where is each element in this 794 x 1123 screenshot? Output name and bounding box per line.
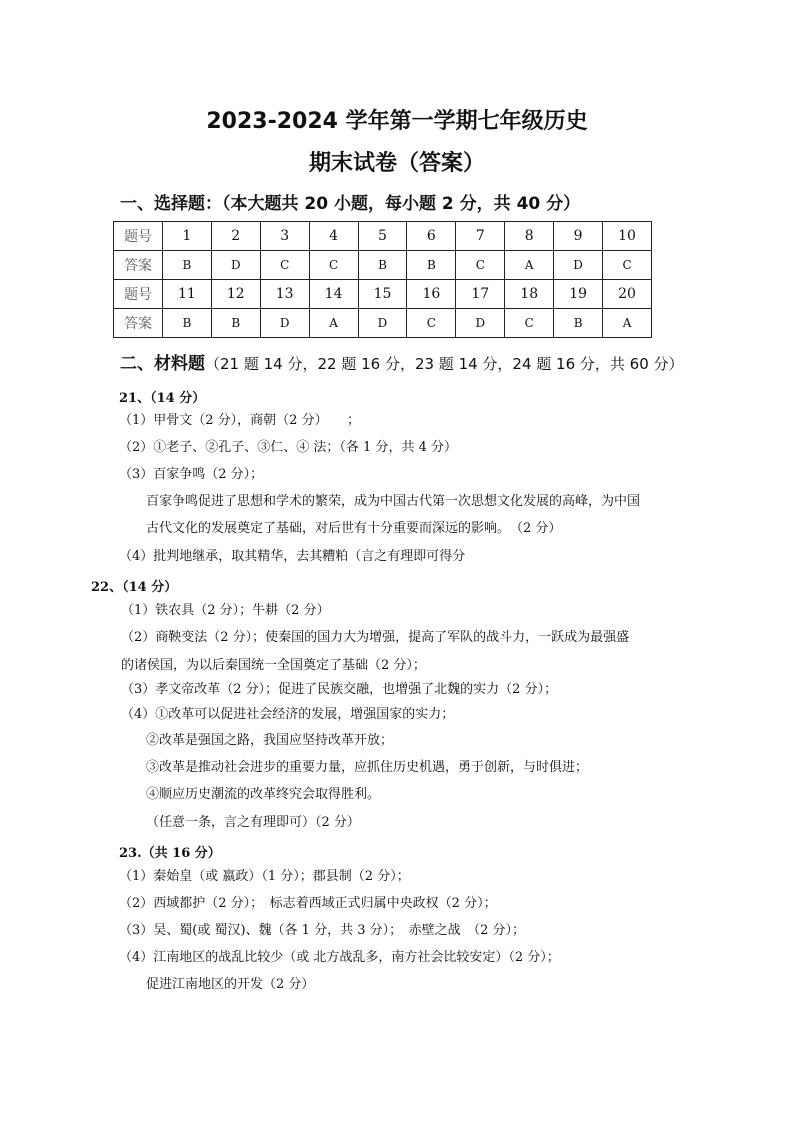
question-number: 17: [456, 280, 505, 309]
page-subtitle: 期末试卷（答案）: [308, 151, 485, 176]
question-number: 8: [505, 222, 554, 251]
answer-table: [113, 221, 652, 338]
answer-cell: B: [358, 251, 407, 280]
q21-line: （1）甲骨文（2 分），商朝（2 分） ；: [119, 413, 361, 428]
section2-note: （21 题 14 分，22 题 16 分，23 题 14 分，24 题 16 分，共 60 分）: [205, 355, 684, 373]
q22-line: （3）孝文帝改革（2 分）；促进了民族交融，也增强了北魏的实力（2 分）；: [121, 682, 558, 697]
question-number: 14: [309, 280, 358, 309]
q21-line: 百家争鸣促进了思想和学术的繁荣，成为中国古代第一次思想文化发展的高峰，为中国: [146, 494, 641, 509]
q22-line: （2）商鞅变法（2 分）；使秦国的国力大为增强，提高了军队的战斗力，一跃成为最强盛: [121, 630, 630, 645]
question-number: 6: [407, 222, 456, 251]
question-number: 10: [603, 222, 652, 251]
section2-heading: 二、材料题: [120, 354, 205, 374]
question-number: 3: [260, 222, 309, 251]
question-number: 13: [260, 280, 309, 309]
q23-line: （1）秦始皇（或 嬴政）（1 分）；郡县制（2 分）；: [119, 869, 410, 884]
answer-cell: B: [162, 251, 211, 280]
answer-cell: D: [358, 309, 407, 338]
answer-cell: A: [603, 309, 652, 338]
row-label-ans: 答案: [114, 309, 163, 338]
q22-line: （4）①改革可以促进社会经济的发展，增强国家的实力；: [121, 707, 455, 722]
q21-heading: 21、（14 分）: [119, 391, 206, 406]
row-label-num: 题号: [114, 280, 163, 309]
q22-line: ④顺应历史潮流的改革终究会取得胜利。: [146, 787, 381, 802]
question-number: 15: [358, 280, 407, 309]
row-label-num: 题号: [114, 222, 163, 251]
answer-cell: B: [407, 251, 456, 280]
table-row: [114, 280, 652, 309]
answer-cell: C: [603, 251, 652, 280]
answer-cell: D: [260, 309, 309, 338]
q22-line: 的诸侯国，为以后秦国统一全国奠定了基础（2 分）；: [121, 658, 426, 673]
q23-line: （3）吴、蜀(或 蜀汉)、魏（各 1 分，共 3 分）； 赤壁之战 （2 分）；: [119, 923, 526, 938]
section1-title: [120, 189, 580, 214]
q22-line: ②改革是强国之路，我国应坚持改革开放；: [146, 733, 394, 748]
section2-title: [120, 349, 684, 374]
section1-note: （本大题共 20 小题，每小题 2 分，共 40 分）: [222, 194, 581, 214]
question-number: 19: [554, 280, 603, 309]
question-number: 12: [211, 280, 260, 309]
question-number: 5: [358, 222, 407, 251]
answer-cell: B: [162, 309, 211, 338]
answer-cell: B: [211, 309, 260, 338]
answer-cell: A: [309, 309, 358, 338]
q21-line: （2）①老子、②孔子、③仁、④ 法；（各 1 分，共 4 分）: [119, 440, 457, 455]
answer-cell: C: [260, 251, 309, 280]
q21-line: （4）批判地继承，取其精华，去其糟粕（言之有理即可得分: [119, 549, 466, 564]
question-number: 9: [554, 222, 603, 251]
q22-line: ③改革是推动社会进步的重要力量，应抓住历史机遇，勇于创新，与时俱进；: [146, 760, 589, 775]
section1-heading: 一、选择题：: [120, 194, 222, 214]
q21-line: 古代文化的发展奠定了基础，对后世有十分重要而深远的影响。 （2 分）: [146, 521, 562, 536]
answer-cell: C: [407, 309, 456, 338]
q23-line: （2）西域都护（2 分）； 标志着西域正式归属中央政权（2 分）；: [119, 896, 497, 911]
question-number: 4: [309, 222, 358, 251]
table-row: [114, 309, 652, 338]
answer-cell: C: [309, 251, 358, 280]
answer-cell: D: [211, 251, 260, 280]
question-number: 7: [456, 222, 505, 251]
question-number: 18: [505, 280, 554, 309]
question-number: 20: [603, 280, 652, 309]
question-number: 1: [162, 222, 211, 251]
table-row: [114, 251, 652, 280]
q22-line: （任意一条，言之有理即可）（2 分）: [146, 815, 360, 830]
answer-cell: A: [505, 251, 554, 280]
answer-cell: B: [554, 309, 603, 338]
question-number: 11: [162, 280, 211, 309]
q21-line: （3）百家争鸣（2 分）；: [119, 467, 264, 482]
answer-cell: D: [554, 251, 603, 280]
question-number: 2: [211, 222, 260, 251]
row-label-ans: 答案: [114, 251, 163, 280]
answer-cell: D: [456, 309, 505, 338]
q23-line: （4）江南地区的战乱比较少（或 北方战乱多，南方社会比较安定）（2 分）；: [119, 950, 560, 965]
page-title: 2023-2024 学年第一学期七年级历史: [206, 109, 588, 134]
answer-cell: C: [505, 309, 554, 338]
q23-heading: 23.（共 16 分）: [119, 846, 221, 861]
question-number: 16: [407, 280, 456, 309]
q22-heading: 22、（14 分）: [91, 580, 178, 595]
table-row: [114, 222, 652, 251]
q22-line: （1）铁农具（2 分）；牛耕（2 分）: [121, 603, 330, 618]
q23-line: 促进江南地区的开发（2 分）: [146, 977, 315, 992]
answer-cell: C: [456, 251, 505, 280]
